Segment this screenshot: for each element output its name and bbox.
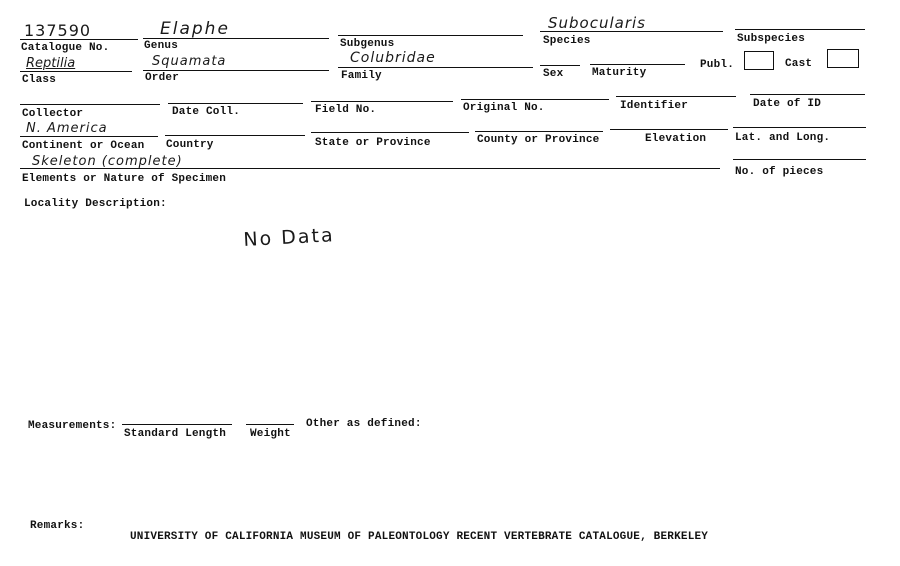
collector-label: Collector <box>22 108 84 120</box>
date-of-id-rule <box>750 94 865 95</box>
order-value: Squamata <box>152 54 227 69</box>
subgenus-label: Subgenus <box>340 38 395 50</box>
publ-checkbox[interactable] <box>744 51 774 70</box>
class-value: Reptilia <box>26 56 76 71</box>
family-label: Family <box>341 70 382 82</box>
family-rule <box>338 67 533 68</box>
locality-description-label: Locality Description: <box>24 198 167 210</box>
standard-length-rule <box>122 424 232 425</box>
subspecies-label: Subspecies <box>737 33 806 45</box>
country-label: Country <box>166 139 214 151</box>
elements-rule <box>20 168 720 169</box>
maturity-rule <box>590 64 685 65</box>
lat-long-rule <box>733 127 866 128</box>
date-coll-rule <box>168 103 303 104</box>
no-of-pieces-rule <box>733 159 866 160</box>
original-no-rule <box>461 99 609 100</box>
original-no-label: Original No. <box>463 102 545 114</box>
sex-rule <box>540 65 580 66</box>
publ-label: Publ. <box>700 59 735 71</box>
other-as-defined-label: Other as defined: <box>306 418 422 430</box>
weight-rule <box>246 424 294 425</box>
species-rule <box>540 31 723 32</box>
field-no-rule <box>311 101 453 102</box>
maturity-label: Maturity <box>592 67 647 79</box>
state-rule <box>311 132 469 133</box>
standard-length-label: Standard Length <box>124 428 227 440</box>
remarks-label: Remarks: <box>30 520 85 532</box>
genus-label: Genus <box>144 40 179 52</box>
lat-long-label: Lat. and Long. <box>735 132 831 144</box>
continent-label: Continent or Ocean <box>22 140 145 152</box>
elevation-rule <box>610 129 728 130</box>
family-value: Colubridae <box>350 50 436 66</box>
species-value: Subocularis <box>548 14 646 32</box>
identifier-rule <box>616 96 736 97</box>
class-rule <box>20 71 132 72</box>
county-label: County or Province <box>477 134 600 146</box>
collector-rule <box>20 104 160 105</box>
genus-rule <box>143 38 329 39</box>
subspecies-rule <box>735 29 865 30</box>
cast-checkbox[interactable] <box>827 49 859 68</box>
order-rule <box>143 70 329 71</box>
county-rule <box>475 131 603 132</box>
continent-value: N. America <box>26 121 108 136</box>
species-label: Species <box>543 35 591 47</box>
country-rule <box>165 135 305 136</box>
identifier-label: Identifier <box>620 100 689 112</box>
genus-value: Elaphe <box>160 19 230 39</box>
sex-label: Sex <box>543 68 564 80</box>
continent-rule <box>20 136 158 137</box>
date-coll-label: Date Coll. <box>172 106 241 118</box>
locality-value: No Data <box>242 224 336 251</box>
class-label: Class <box>22 74 57 86</box>
no-of-pieces-label: No. of pieces <box>735 166 824 178</box>
date-of-id-label: Date of ID <box>753 98 822 110</box>
cast-label: Cast <box>785 58 813 70</box>
catalogue-no-value: 137590 <box>24 21 92 40</box>
weight-label: Weight <box>250 428 291 440</box>
state-label: State or Province <box>315 137 431 149</box>
order-label: Order <box>145 72 180 84</box>
elements-value: Skeleton (complete) <box>32 154 183 169</box>
catalogue-no-label: Catalogue No. <box>21 42 110 54</box>
measurements-label: Measurements: <box>28 420 117 432</box>
elevation-label: Elevation <box>645 133 707 145</box>
elements-label: Elements or Nature of Specimen <box>22 173 227 185</box>
footer-text: UNIVERSITY OF CALIFORNIA MUSEUM OF PALEONTOLOGY RECENT VERTEBRATE CATALOGUE, BERKELEY <box>130 531 709 543</box>
subgenus-rule <box>338 35 523 36</box>
field-no-label: Field No. <box>315 104 377 116</box>
catalogue-no-rule <box>20 39 138 40</box>
